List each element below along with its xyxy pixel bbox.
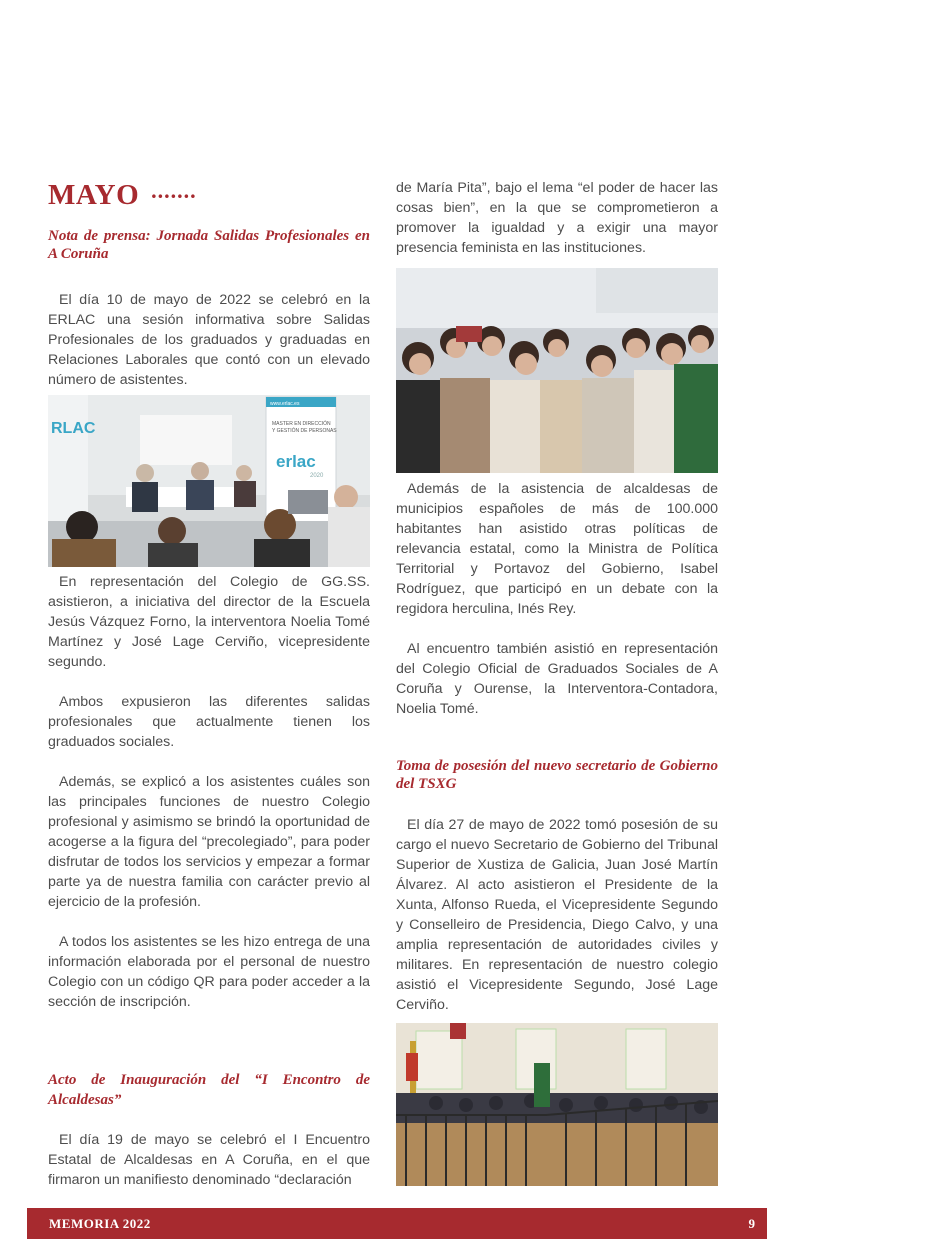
article-paragraph: A todos los asistentes se les hizo entrega de una información elaborada por el personal de nuestro Colegio con un código QR para poder acceder a la sección de inscripción. [48,934,370,1010]
article-paragraph: El día 27 de mayo de 2022 tomó posesión de su cargo el nuevo Secretario de Gobierno del Tribunal Superior de Xustiza de Galicia, Juan José Martín Álvarez. Al acto asistieron el Presidente de la Xunta, Alfonso Rueda, el Vicepresidente Segundo y Conselleiro de Presidencia, Diego Calvo, y una amplia representación de autoridades civiles y militares. En representación de nuestro colegio asistió el Vicepresidente Segundo, José Lage Cerviño. [396,817,718,1013]
photo-tsxg [396,1023,718,1186]
article-paragraph: Además de la asistencia de alcaldesas de municipios españoles de más de 100.000 habitantes han asistido otras políticas de relevancia estatal, como la Ministra de Política Territorial y Portavoz del Gobierno, Isabel Rodríguez, que participó en un debate con la regidora herculina, Inés Rey. [396,481,718,617]
banner-year: 2020 [310,473,324,479]
photo-seminar [48,395,370,567]
article-paragraph: Al encuentro también asistió en representación del Colegio Oficial de Graduados Sociales de A Coruña y Ourense, la Interventora-Contadora, Noelia Tomé. [396,641,718,717]
banner-logo: erlac [276,452,316,471]
banner-url: www.erlac.es [270,401,300,407]
banner-line2: Y GESTIÓN DE PERSONAS [272,428,337,434]
left-column [48,178,370,1190]
alcaldesas-photo-image [396,268,718,473]
article-paragraph: Ambos expusieron las diferentes salidas profesionales que actualmente tienen los graduados sociales. [48,694,370,750]
article-paragraph: El día 19 de mayo se celebró el I Encuentro Estatal de Alcaldesas en A Coruña, en el que firmaron un manifiesto denominado “declaración [48,1132,370,1188]
article-heading-tsxg: Toma de posesión del nuevo secretario de Gobierno del TSXG [396,758,718,792]
tsxg-photo-image [396,1023,718,1186]
article-heading-alcaldesas: Acto de Inauguración del “I Encontro de Alcaldesas” [48,1072,370,1108]
title-dots: ....... [151,178,197,203]
footer-label: MEMORIA 2022 [49,1216,151,1231]
right-column [396,178,718,1186]
article-paragraph: El día 10 de mayo de 2022 se celebró en la ERLAC una sesión informativa sobre Salidas Profesionales de los graduados y graduadas en Relaciones Laborales que contó con un elevado número de asistentes. [48,292,370,388]
article-paragraph: Además, se explicó a los asistentes cuáles son las principales funciones de nuestro Colegio profesional y asimismo se brindó la oportunidad de acogerse a la figura del “precolegiado”, para poder disfrutar de todos los servicios y empezar a formar parte ya de nuestra familia con carácter previo al ejercicio de la profesión. [48,774,370,910]
month-label: MAYO [48,179,140,211]
banner-side-text: RLAC [51,420,96,437]
page-number: 9 [748,1216,755,1231]
article-paragraph: En representación del Colegio de GG.SS. asistieron, a iniciativa del director de la Escuela Jesús Vázquez Forno, la interventora Noelia Tomé Martínez y José Lage Cerviño, vicepresidente segundo. [48,574,370,670]
seminar-photo-image [48,395,370,567]
page-footer [27,1208,767,1239]
photo-alcaldesas [396,268,718,473]
article-paragraph-continued: de María Pita”, bajo el lema “el poder de hacer las cosas bien”, en la que se comprometieron a promover la igualdad y a exigir una mayor presencia feminista en las instituciones. [396,180,718,256]
section-title [48,178,370,214]
article-heading-jornada: Nota de prensa: Jornada Salidas Profesionales en A Coruña [48,228,370,262]
banner-line1: MASTER EN DIRECCIÓN [272,421,331,427]
